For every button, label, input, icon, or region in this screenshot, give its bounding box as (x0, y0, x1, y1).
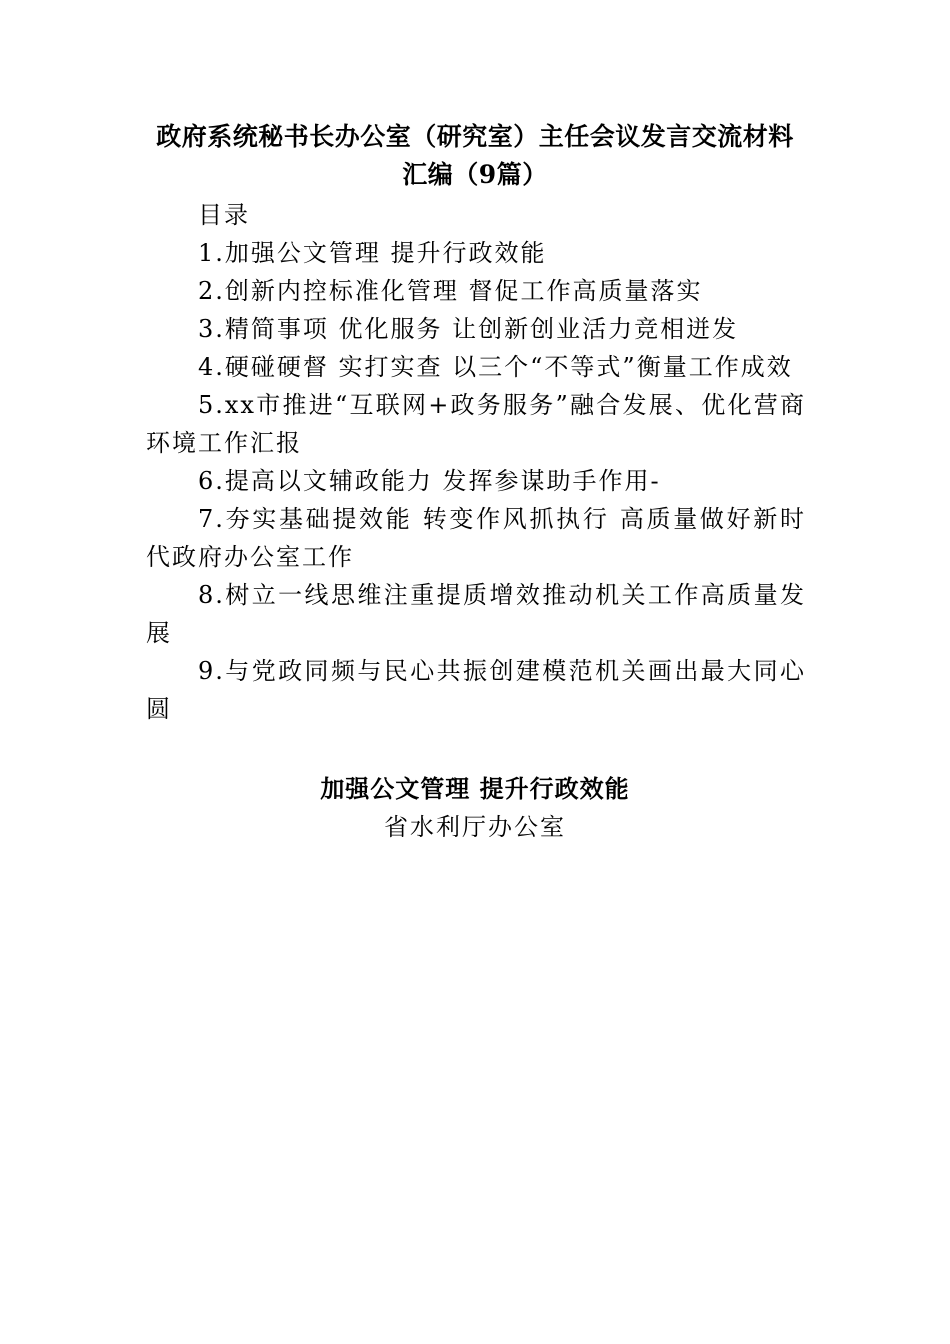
toc-item-3: 3.精简事项 优化服务 让创新创业活力竞相迸发 (198, 315, 739, 343)
section-title: 加强公文管理 提升行政效能 (320, 774, 630, 803)
table-of-contents (146, 196, 806, 728)
document-title (140, 118, 810, 194)
toc-item-9: 9.与党政同频与民心共振创建模范机关画出最大同心圆 (146, 657, 806, 723)
toc-heading: 目录 (198, 201, 250, 229)
toc-item-5: 5.xx市推进“互联网+政务服务”融合发展、优化营商环境工作汇报 (146, 391, 806, 457)
toc-item-2: 2.创新内控标准化管理 督促工作高质量落实 (198, 277, 703, 305)
toc-item-8: 8.树立一线思维注重提质增效推动机关工作高质量发展 (146, 581, 806, 647)
toc-item-7: 7.夯实基础提效能 转变作风抓执行 高质量做好新时代政府办公室工作 (146, 505, 806, 571)
section-author: 省水利厅办公室 (384, 813, 566, 841)
document-title-line-1: 政府系统秘书长办公室（研究室）主任会议发言交流材料 (156, 122, 794, 151)
document-title-line-2: 汇编（9篇） (402, 160, 548, 189)
toc-item-6: 6.提高以文辅政能力 发挥参谋助手作用- (198, 467, 661, 495)
toc-item-4: 4.硬碰硬督 实打实查 以三个“不等式”衡量工作成效 (198, 353, 793, 381)
toc-item-1: 1.加强公文管理 提升行政效能 (198, 239, 547, 267)
